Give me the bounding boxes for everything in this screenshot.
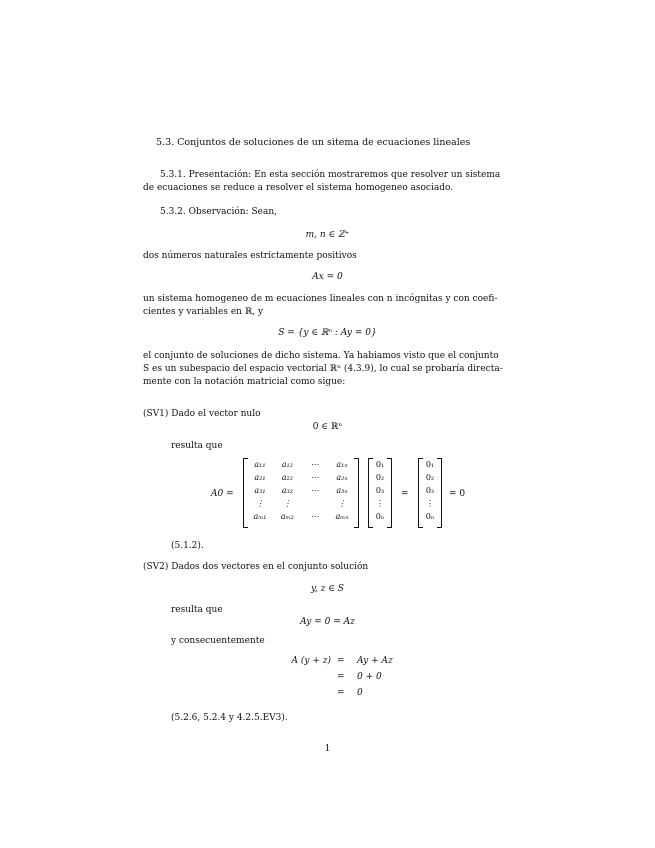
matrix-cell: ⋮ xyxy=(256,499,264,508)
label-531: 5.3.1. Presentación: xyxy=(160,170,252,180)
text-system-l1: un sistema homogeneo de m ecuaciones lineales con n incógnitas y con coefi- xyxy=(143,294,498,304)
sv1-line xyxy=(143,409,261,419)
sv1-result: resulta que xyxy=(171,441,223,451)
matrix-row xyxy=(248,486,354,499)
matrix-cell: ⋯ xyxy=(310,460,319,469)
matrix-equals: = xyxy=(401,489,409,499)
sv2-formula: y, z ∈ S xyxy=(311,584,344,594)
matrix-cell: aₘₙ xyxy=(335,512,349,521)
matrix-cell xyxy=(303,499,327,512)
derivation-rhs: 0 + 0 xyxy=(357,672,382,682)
derivation-lhs: A (y + z) xyxy=(291,656,331,666)
vector-entry: 0ₙ xyxy=(375,512,385,521)
text-system-l2: cientes y variables en ℝ, y xyxy=(143,307,264,317)
paragraph-532-line1 xyxy=(160,207,277,217)
matrix-row xyxy=(248,460,354,473)
vector-entry: 0₂ xyxy=(425,473,435,482)
matrix-row xyxy=(248,473,354,486)
matrix-cell: ⋮ xyxy=(337,499,346,508)
vector-entry: 0₃ xyxy=(375,486,385,495)
sv2-label: (SV2) xyxy=(143,562,169,572)
vector-entry: 0₁ xyxy=(375,460,385,469)
coefficient-matrix xyxy=(243,458,359,528)
matrix-cell: a₃₁ xyxy=(254,486,266,495)
matrix-row xyxy=(248,512,354,525)
paragraph-531-line1 xyxy=(160,170,500,180)
text-conjunto-l2: S es un subespacio del espacio vectorial ℝⁿ (4.3.9), lo cual se probaría directa- xyxy=(143,364,503,374)
sv1-ref: (5.1.2). xyxy=(171,541,204,551)
label-532: 5.3.2. Observación: xyxy=(160,207,249,217)
matrix-cell: a₃ₙ xyxy=(336,486,348,495)
matrix-cell: a₁₁ xyxy=(254,460,266,469)
matrix-cell: aₘ₁ xyxy=(253,512,267,521)
matrix-cell: a₃₂ xyxy=(281,486,293,495)
matrix-cell: ⋮ xyxy=(283,499,292,508)
derivation-op: = xyxy=(337,672,345,682)
sv1-text: Dado el vector nulo xyxy=(171,409,261,419)
sv2-text: Dados dos vectores en el conjunto solución xyxy=(171,562,369,572)
zero-vector-2 xyxy=(418,458,442,528)
text-natural: dos números naturales estrictamente positivos xyxy=(143,251,357,261)
matrix-cell: ⋯ xyxy=(310,486,319,495)
paragraph-531-line2: de ecuaciones se reduce a resolver el sistema homogeneo asociado. xyxy=(143,183,454,193)
matrix-cell: aₘ₂ xyxy=(280,512,294,521)
zero-vector-1 xyxy=(368,458,392,528)
vector-entry: 0₃ xyxy=(425,486,435,495)
section-title: 5.3. Conjuntos de soluciones de un sitema de ecuaciones lineales xyxy=(156,137,471,148)
formula-s: S = {y ∈ ℝⁿ : Ay = 0} xyxy=(278,328,377,338)
formula-mn: m, n ∈ ℤ⁺ xyxy=(305,230,350,240)
matrix-cell: a₂₂ xyxy=(281,473,293,482)
text-conjunto-l3: mente con la notación matricial como sigue: xyxy=(143,377,346,387)
matrix-tail: = 0 xyxy=(449,489,466,499)
sv2-result: resulta que xyxy=(171,605,223,615)
vector-entry: ⋮ xyxy=(376,499,384,508)
vector-entry: 0₁ xyxy=(425,460,435,469)
sv2-formula2: Ay = 0 = Az xyxy=(300,617,355,627)
vector-entry: ⋮ xyxy=(426,499,434,508)
sv1-lhs: A0 = xyxy=(211,489,234,499)
derivation-rhs: 0 xyxy=(357,688,363,698)
matrix-cell: a₂₁ xyxy=(254,473,266,482)
vector-entry: 0ₙ xyxy=(425,512,435,521)
matrix-cell: ⋯ xyxy=(310,512,319,521)
sv1-formula: 0 ∈ ℝⁿ xyxy=(312,422,343,432)
vector-entry: 0₂ xyxy=(375,473,385,482)
derivation-op: = xyxy=(337,656,345,666)
sv2-ref: (5.2.6, 5.2.4 y 4.2.5.EV3). xyxy=(171,713,288,723)
text-531-a: En esta sección mostraremos que resolver un sistema xyxy=(254,170,501,180)
matrix-cell: a₁ₙ xyxy=(336,460,348,469)
matrix-row xyxy=(248,499,354,512)
derivation-op: = xyxy=(337,688,345,698)
sv2-line xyxy=(143,562,368,572)
derivation-rhs: Ay + Az xyxy=(357,656,393,666)
matrix-cell: a₁₂ xyxy=(281,460,293,469)
text-532-a: Sean, xyxy=(251,207,278,217)
text-conjunto-l1: el conjunto de soluciones de dicho sistema. Ya habiamos visto que el conjunto xyxy=(143,351,499,361)
matrix-cell: ⋯ xyxy=(310,473,319,482)
matrix-cell: a₂ₙ xyxy=(336,473,348,482)
sv1-label: (SV1) xyxy=(143,409,169,419)
sv2-consequently: y consecuentemente xyxy=(171,636,265,646)
formula-ax: Ax = 0 xyxy=(312,272,343,282)
derivation xyxy=(285,656,415,704)
page-number: 1 xyxy=(324,744,331,754)
